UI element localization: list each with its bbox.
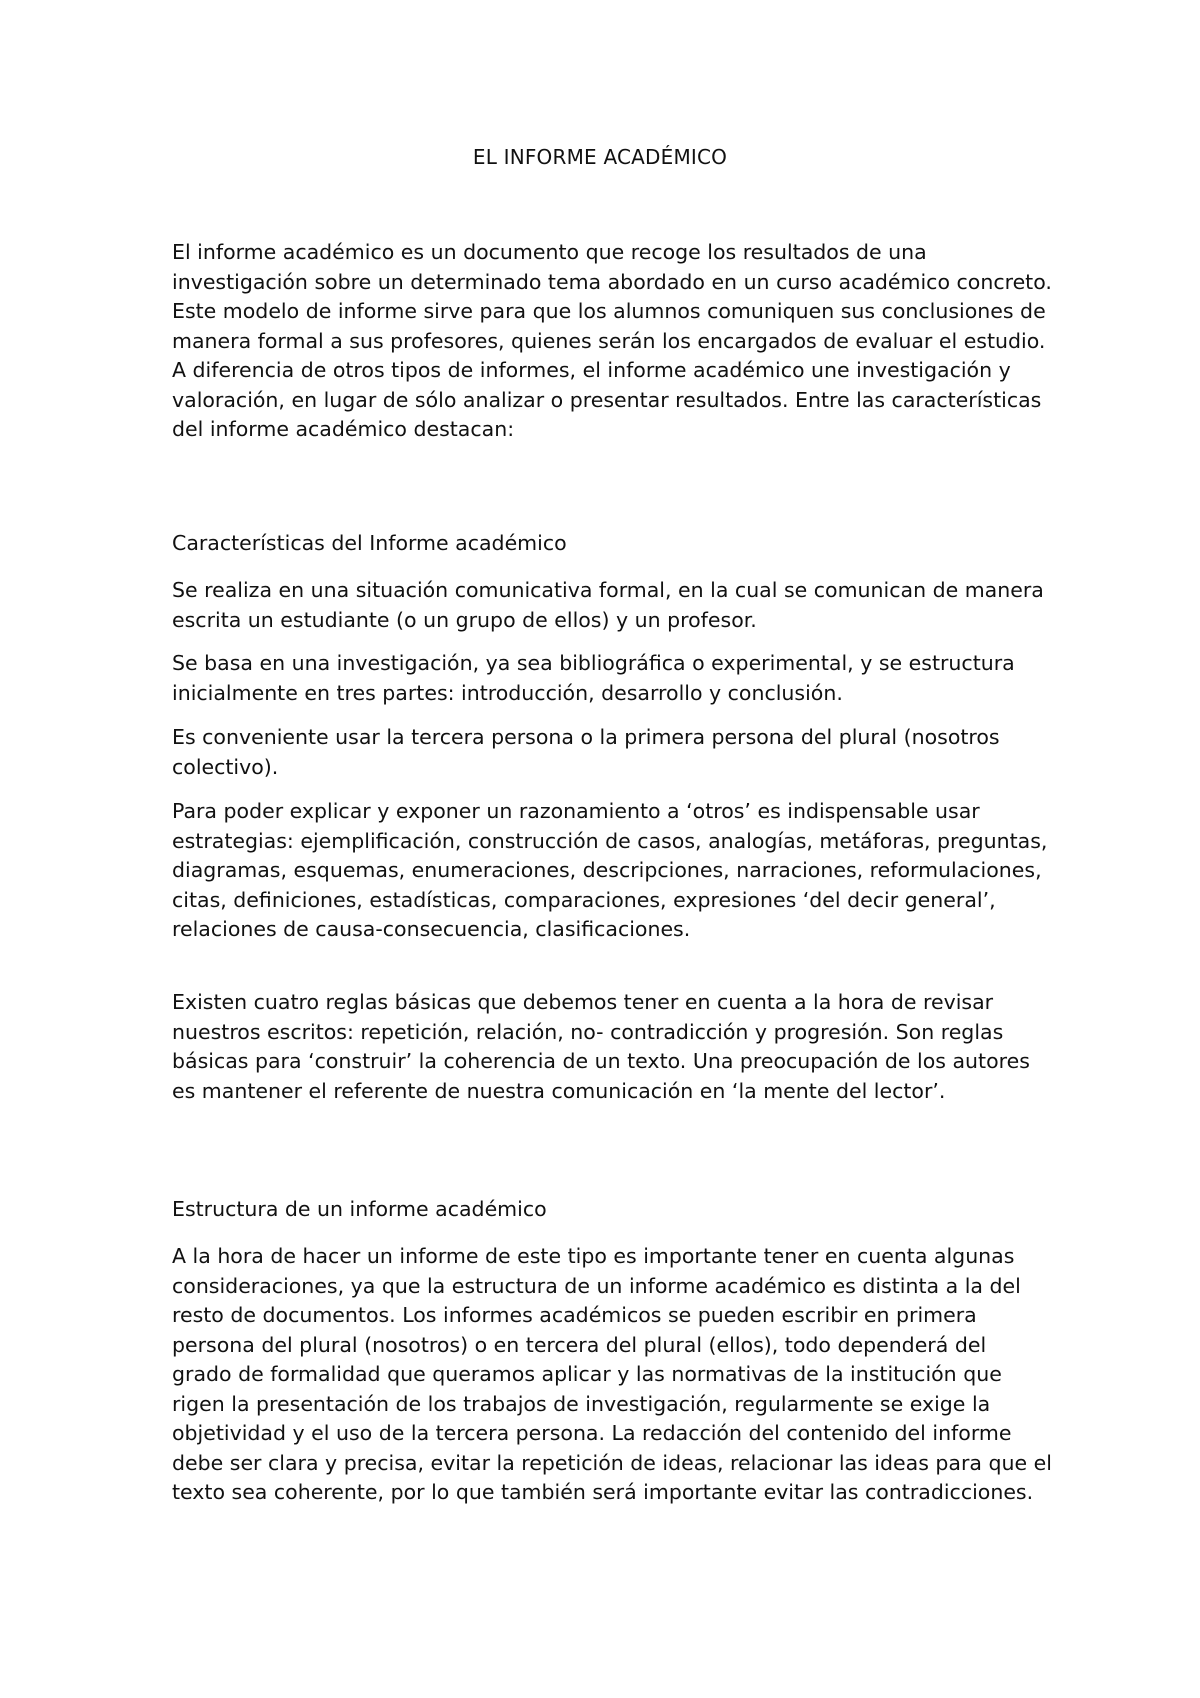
caracteristicas-paragraph-5: Existen cuatro reglas básicas que debemos tener en cuenta a la hora de revisar nuestros escritos: repetición, relación, no- contradicción y progresión. Son reglas básicas para ‘construir’ la coherencia de un texto. Una preocupación de los autores es mantener el referente de nuestra comunicación en ‘la mente del lector’. (172, 990, 1030, 1103)
intro-paragraph: El informe académico es un documento que recoge los resultados de una investigación sobre un determinado tema abordado en un curso académico concreto. Este modelo de informe sirve para que los alumnos comuniquen sus conclusiones de manera formal a sus profesores, quienes serán los encargados de evaluar el estudio. A diferencia de otros tipos de informes, el informe académico une investigación y valoración, en lugar de sólo analizar o presentar resultados. Entre las características del informe académico destacan: (172, 240, 1052, 441)
section-heading-caracteristicas: Características del Informe académico (172, 531, 567, 555)
caracteristicas-paragraph-1: Se realiza en una situación comunicativa formal, en la cual se comunican de manera escrita un estudiante (o un grupo de ellos) y un profesor. (172, 578, 1044, 632)
document-title: EL INFORME ACADÉMICO (472, 145, 728, 169)
caracteristicas-paragraph-4: Para poder explicar y exponer un razonamiento a ‘otros’ es indispensable usar estrategias: ejemplificación, construcción de casos, analogías, metáforas, preguntas, diagramas, esquemas, enumeraciones, descripciones, narraciones, reformulaciones, citas, definiciones, estadísticas, comparaciones, expresiones ‘del decir general’, relaciones de causa-consecuencia, clasificaciones. (172, 799, 1048, 941)
section-heading-estructura: Estructura de un informe académico (172, 1197, 547, 1221)
caracteristicas-paragraph-3: Es conveniente usar la tercera persona o la primera persona del plural (nosotros colectivo). (172, 725, 1000, 779)
caracteristicas-paragraph-2: Se basa en una investigación, ya sea bibliográfica o experimental, y se estructura inicialmente en tres partes: introducción, desarrollo y conclusión. (172, 651, 1015, 705)
estructura-paragraph-1: A la hora de hacer un informe de este tipo es importante tener en cuenta algunas consideraciones, ya que la estructura de un informe académico es distinta a la del resto de documentos. Los informes académicos se pueden escribir en primera persona del plural (nosotros) o en tercera del plural (ellos), todo dependerá del grado de formalidad que queramos aplicar y las normativas de la institución que rigen la presentación de los trabajos de investigación, regularmente se exige la objetividad y el uso de la tercera persona. La redacción del contenido del informe debe ser clara y precisa, evitar la repetición de ideas, relacionar las ideas para que el texto sea coherente, por lo que también será importante evitar las contradicciones. (172, 1244, 1052, 1504)
